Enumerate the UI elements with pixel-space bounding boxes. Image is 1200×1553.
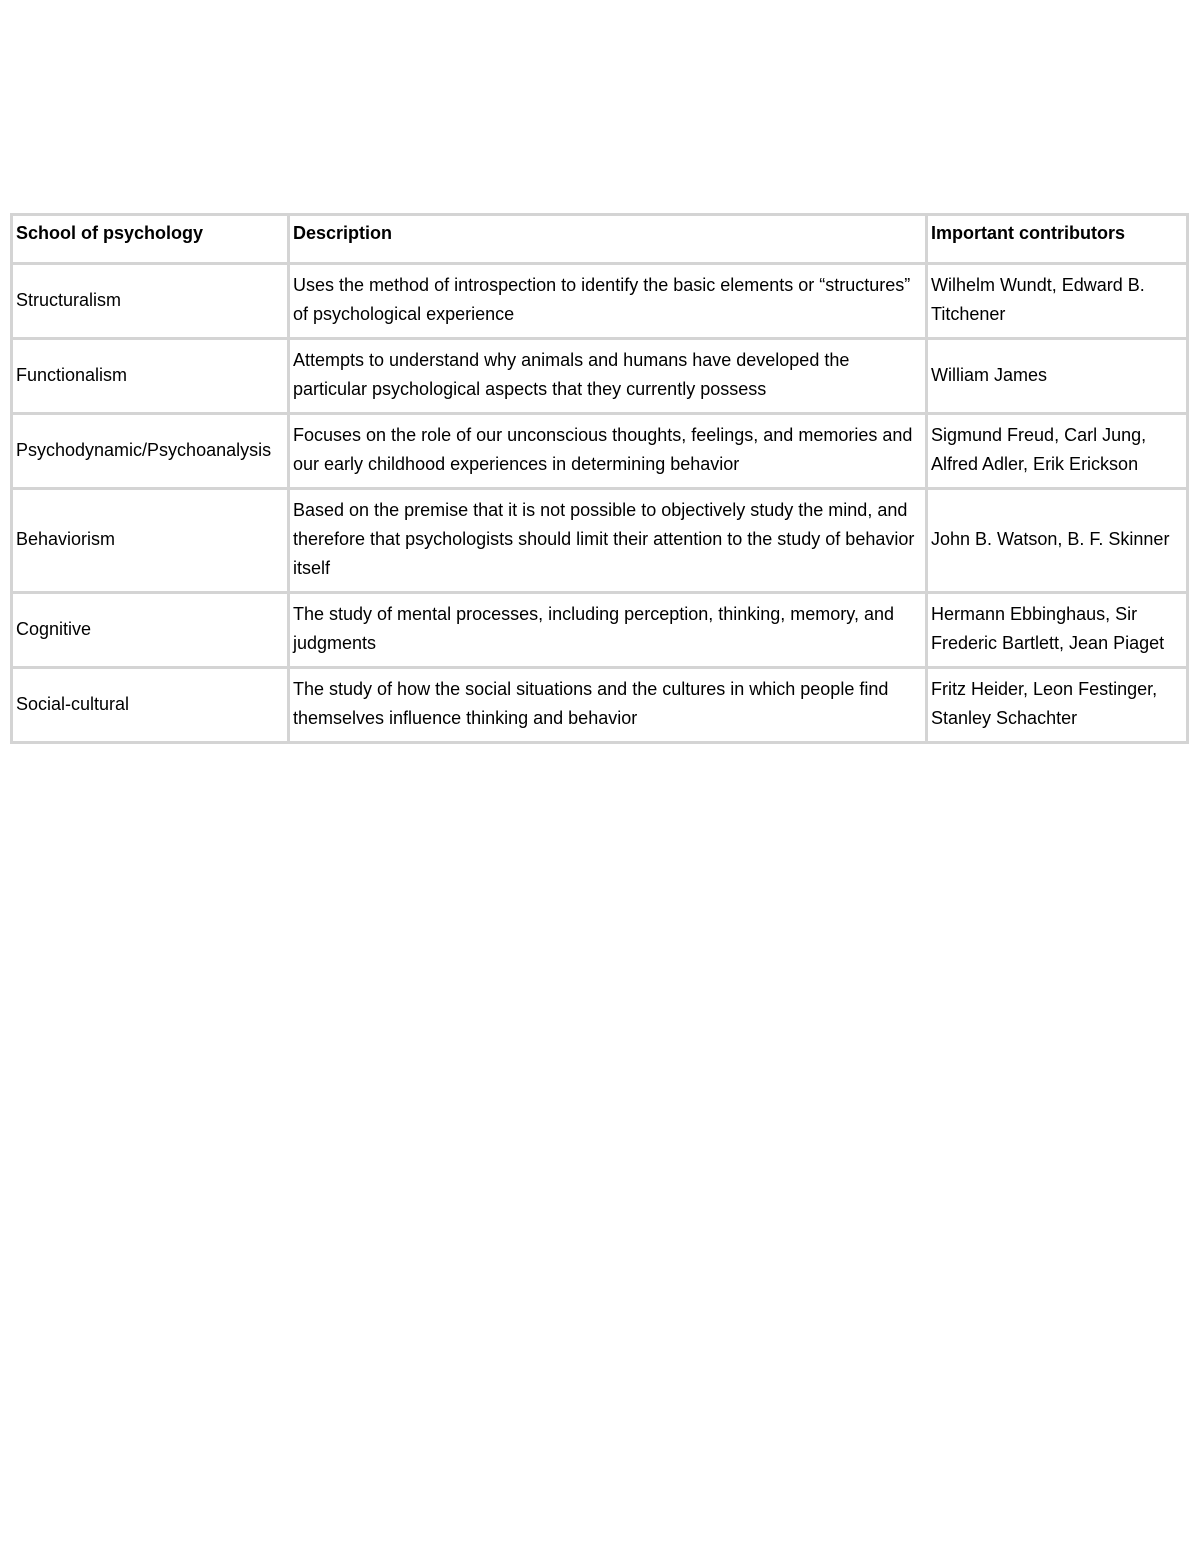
description-cell: Focuses on the role of our unconscious thoughts, feelings, and memories and our early childhood experiences in determining behavior bbox=[289, 414, 927, 489]
table-row bbox=[12, 489, 1188, 593]
contributors-cell: William James bbox=[927, 339, 1188, 414]
description-cell: The study of how the social situations and the cultures in which people find themselves influence thinking and behavior bbox=[289, 668, 927, 743]
table-row bbox=[12, 593, 1188, 668]
school-cell: Psychodynamic/Psychoanalysis bbox=[12, 414, 289, 489]
description-cell: Based on the premise that it is not possible to objectively study the mind, and therefore that psychologists should limit their attention to the study of behavior itself bbox=[289, 489, 927, 593]
school-cell: Social-cultural bbox=[12, 668, 289, 743]
description-cell: Attempts to understand why animals and humans have developed the particular psychological aspects that they currently possess bbox=[289, 339, 927, 414]
table-row bbox=[12, 414, 1188, 489]
school-cell: Structuralism bbox=[12, 264, 289, 339]
description-cell: Uses the method of introspection to identify the basic elements or “structures” of psychological experience bbox=[289, 264, 927, 339]
header-description: Description bbox=[289, 215, 927, 264]
description-cell: The study of mental processes, including perception, thinking, memory, and judgments bbox=[289, 593, 927, 668]
school-cell: Behaviorism bbox=[12, 489, 289, 593]
table-row bbox=[12, 264, 1188, 339]
header-school: School of psychology bbox=[12, 215, 289, 264]
contributors-cell: Wilhelm Wundt, Edward B. Titchener bbox=[927, 264, 1188, 339]
header-contributors: Important contributors bbox=[927, 215, 1188, 264]
contributors-cell: John B. Watson, B. F. Skinner bbox=[927, 489, 1188, 593]
contributors-cell: Hermann Ebbinghaus, Sir Frederic Bartlett, Jean Piaget bbox=[927, 593, 1188, 668]
contributors-cell: Fritz Heider, Leon Festinger, Stanley Schachter bbox=[927, 668, 1188, 743]
table-row bbox=[12, 339, 1188, 414]
contributors-cell: Sigmund Freud, Carl Jung, Alfred Adler, Erik Erickson bbox=[927, 414, 1188, 489]
psychology-schools-table bbox=[10, 213, 1189, 744]
school-cell: Functionalism bbox=[12, 339, 289, 414]
table-row bbox=[12, 668, 1188, 743]
table-header-row bbox=[12, 215, 1188, 264]
school-cell: Cognitive bbox=[12, 593, 289, 668]
